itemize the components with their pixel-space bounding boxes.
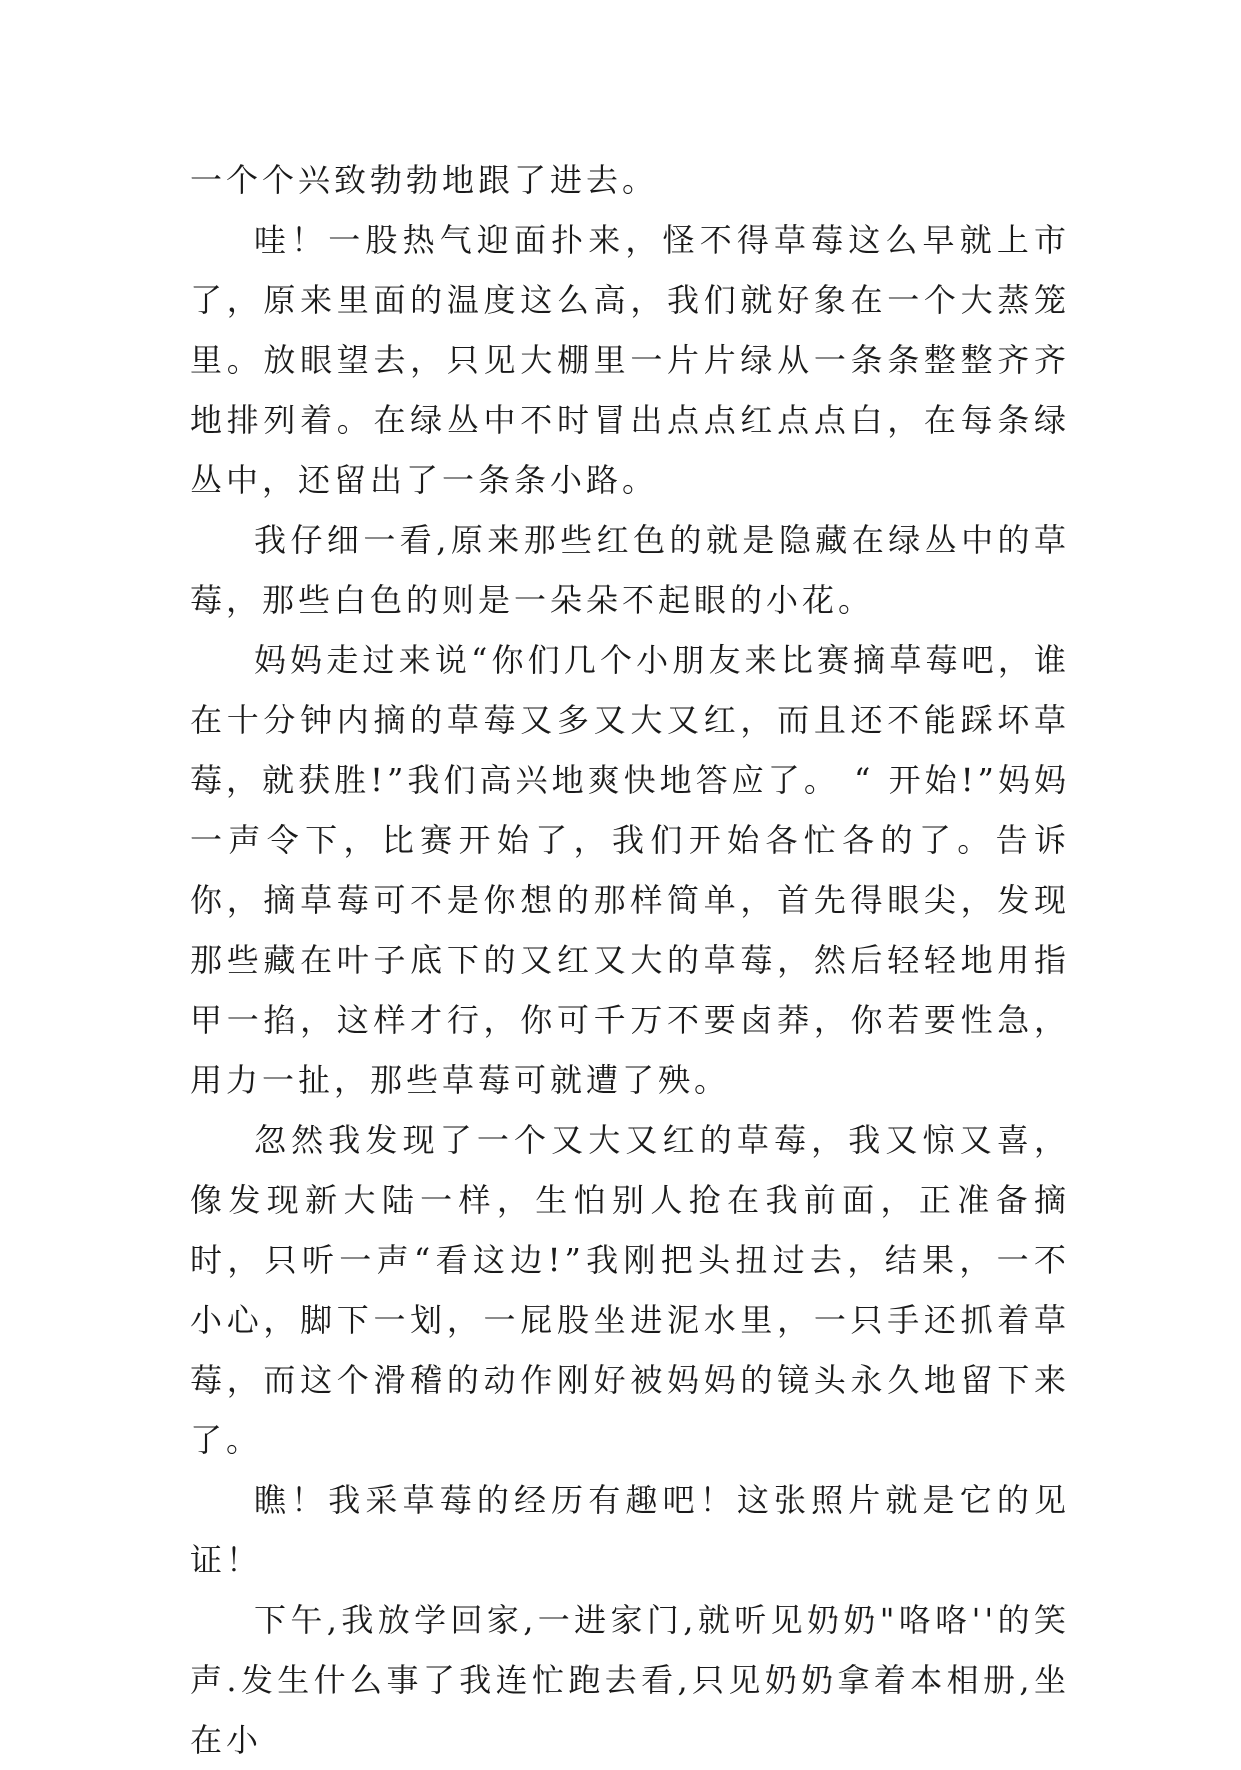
paragraph: 瞧！我采草莓的经历有趣吧！这张照片就是它的见证！ <box>190 1481 1070 1579</box>
paragraph: 我仔细一看,原来那些红色的就是隐藏在绿丛中的草莓，那些白色的则是一朵朵不起眼的小花。 <box>190 521 1070 619</box>
paragraph: 忽然我发现了一个又大又红的草莓，我又惊又喜，像发现新大陆一样，生怕别人抢在我前面，正准备摘时，只听一声“看这边!”我刚把头扭过去，结果，一不小心，脚下一划，一屁股坐进泥水里，一只手还抓着草莓，而这个滑稽的动作刚好被妈妈的镜头永久地留下来了。 <box>190 1121 1070 1459</box>
paragraph: 一个个兴致勃勃地跟了进去。 <box>190 161 659 199</box>
paragraph: 哇！一股热气迎面扑来，怪不得草莓这么早就上市了，原来里面的温度这么高，我们就好象在一个大蒸笼里。放眼望去，只见大棚里一片片绿从一条条整整齐齐地排列着。在绿丛中不时冒出点点红点点白，在每条绿丛中，还留出了一条条小路。 <box>190 221 1070 499</box>
paragraph: 下午,我放学回家,一进家门,就听见奶奶"咯咯''的笑声.发生什么事了我连忙跑去看,只见奶奶拿着本相册,坐在小 <box>190 1601 1070 1759</box>
document-body <box>190 150 1070 1770</box>
paragraph: 妈妈走过来说“你们几个小朋友来比赛摘草莓吧，谁在十分钟内摘的草莓又多又大又红，而且还不能踩坏草莓，就获胜!”我们高兴地爽快地答应了。 “ 开始!”妈妈一声令下，比赛开始了，我们开始各忙各的了。告诉你，摘草莓可不是你想的那样简单，首先得眼尖，发现那些藏在叶子底下的又红又大的草莓，然后轻轻地用指甲一掐，这样才行，你可千万不要卤莽，你若要性急，用力一扯，那些草莓可就遭了殃。 <box>190 641 1070 1099</box>
